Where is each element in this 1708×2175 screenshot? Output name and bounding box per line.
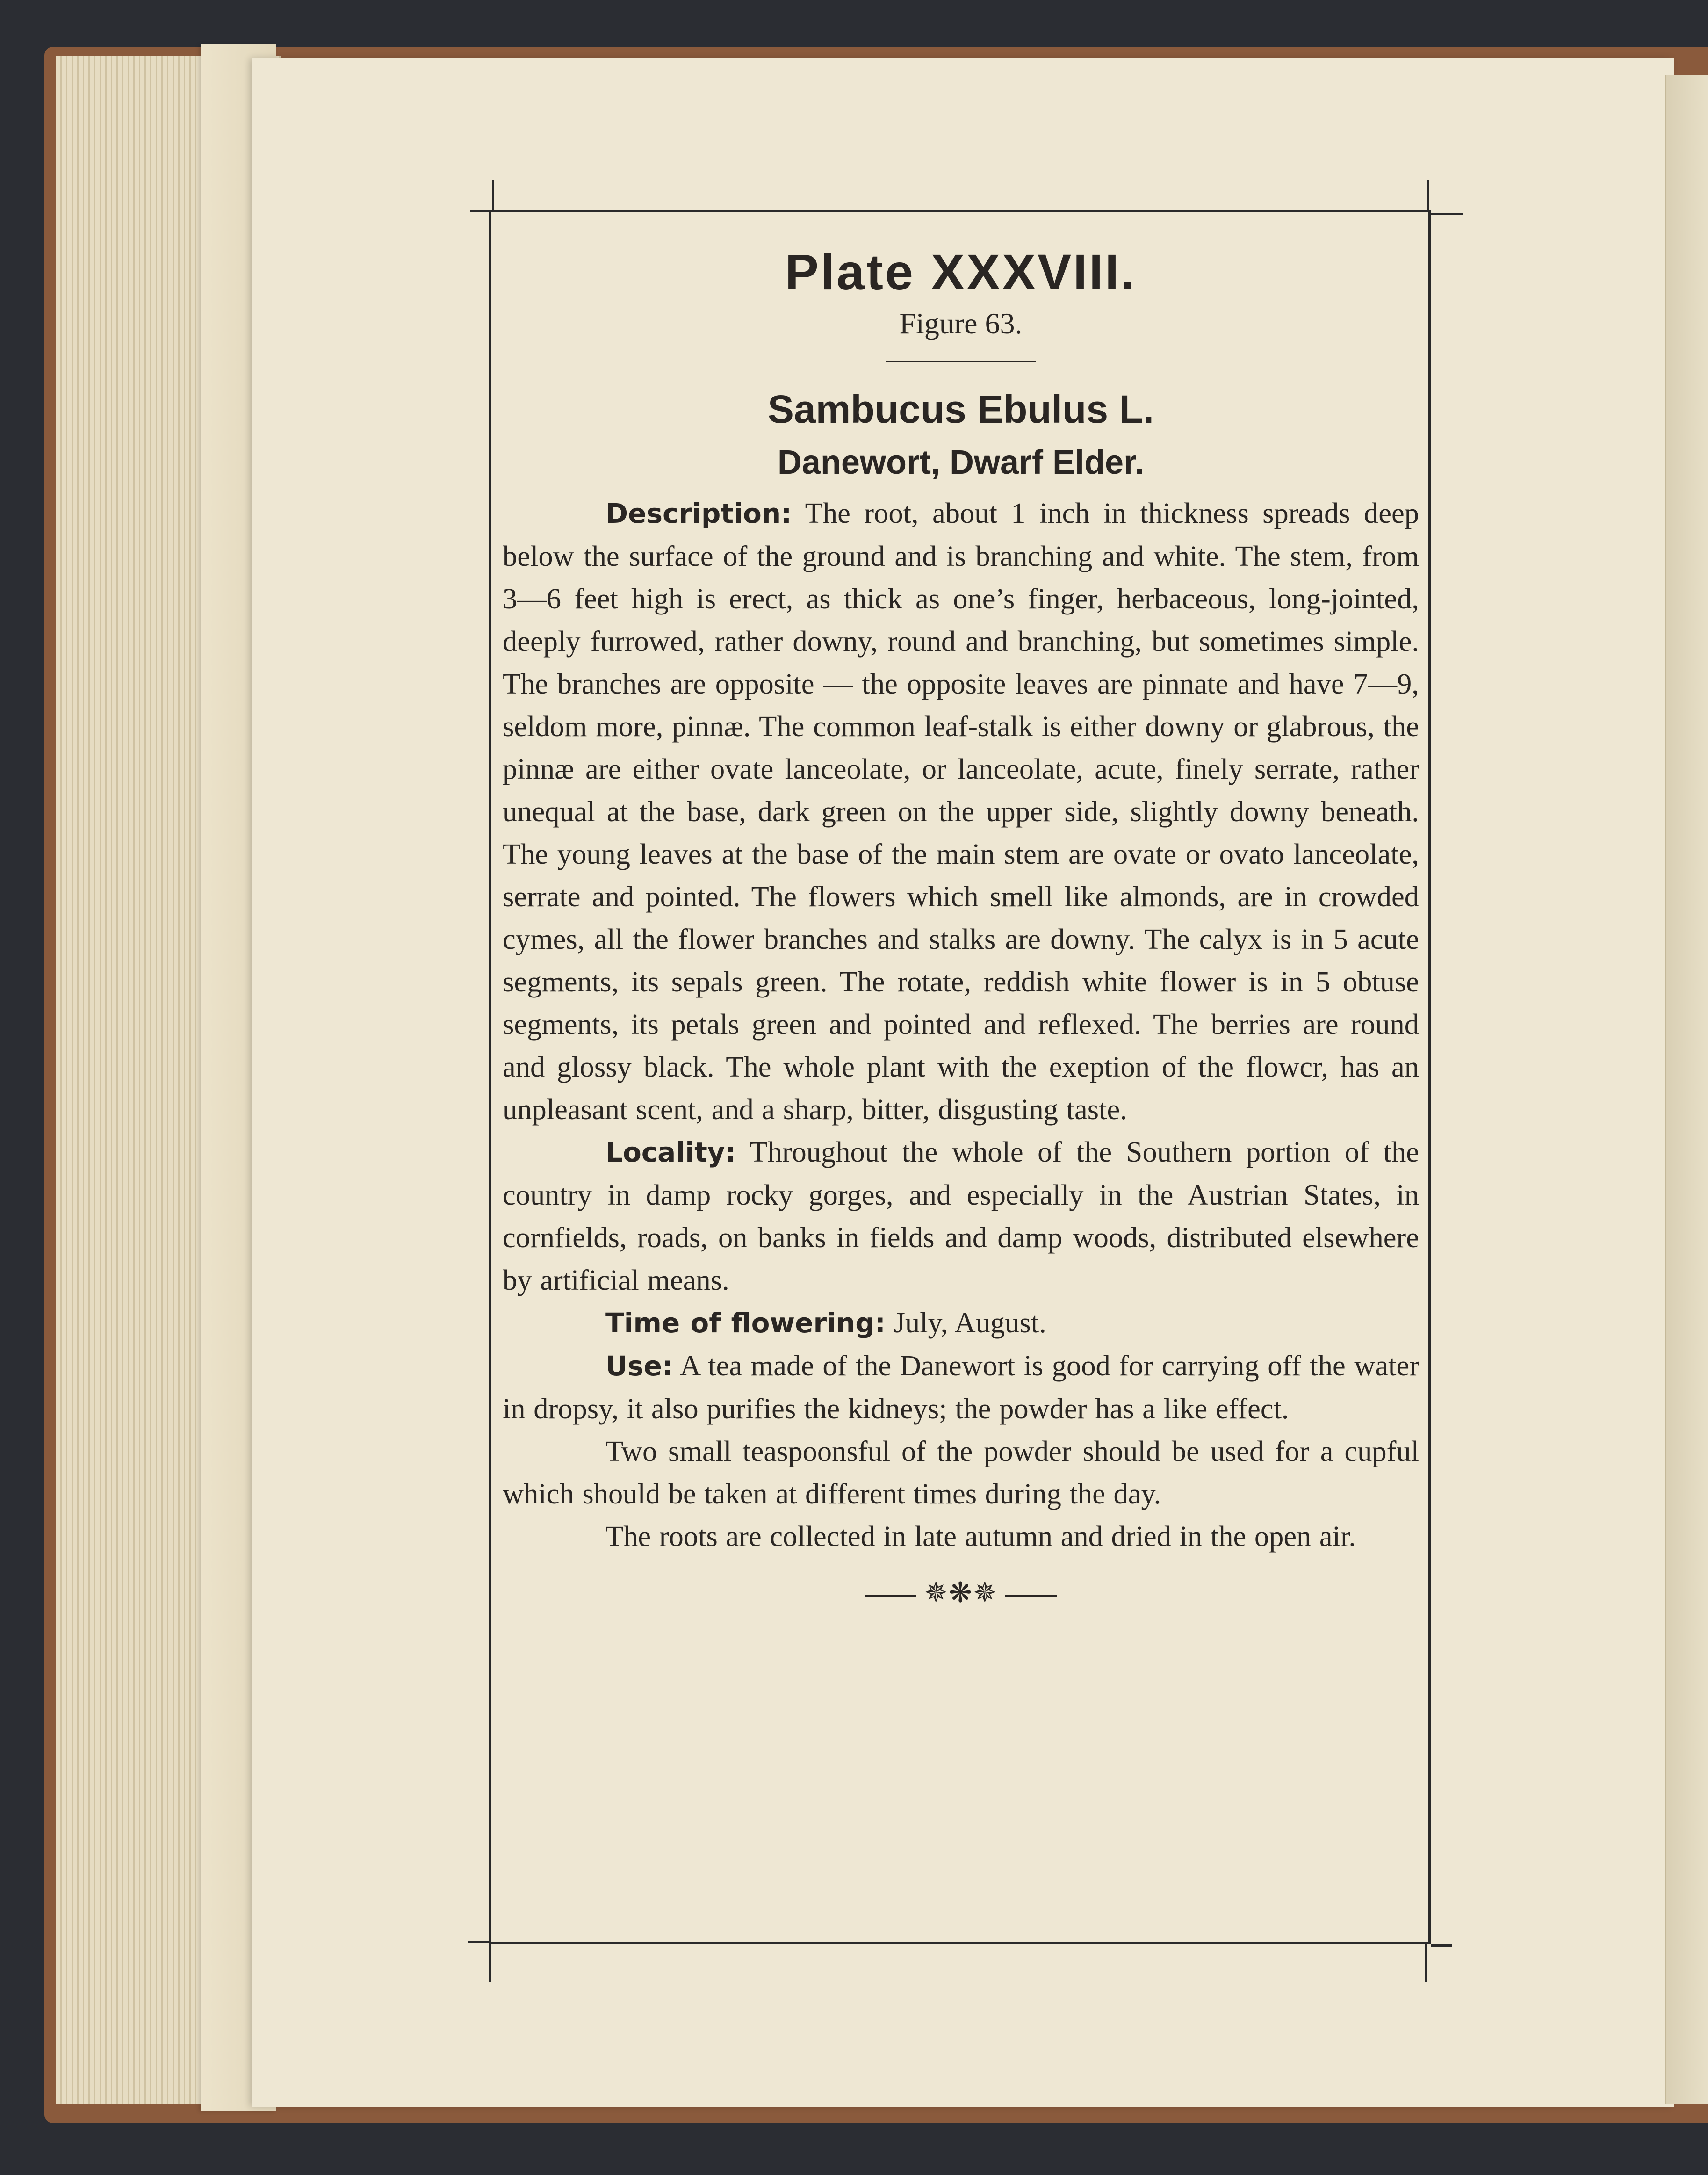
frame-tick-top-left-vertical <box>492 180 494 210</box>
plate-title: Plate XXXVIII. <box>785 244 1137 300</box>
frame-tick-bottom-right-vertical <box>1425 1944 1427 1982</box>
title-rule <box>886 361 1036 362</box>
plate-text <box>503 243 1419 1609</box>
locality-text: Throughout the whole of the Southern portion of the country in damp rocky gorges, and especially in the Austrian States, in cornfields, roads, on banks in fields and damp woods, distributed elsewhere by artificial means. <box>503 1135 1419 1297</box>
description-label: Description: <box>605 498 792 530</box>
frame-tick-top-right-vertical <box>1427 180 1429 210</box>
flowering-label: Time of flowering: <box>605 1307 886 1339</box>
flowering-paragraph <box>503 1301 1419 1344</box>
ornament-glyph: ✵❋✵ <box>924 1577 998 1609</box>
frame-tick-top-right <box>1431 213 1463 215</box>
description-paragraph <box>503 492 1419 1131</box>
frame-tick-bottom-left-vertical <box>489 1944 491 1982</box>
dosage-paragraph: Two small teaspoonsful of the powder should be used for a cupful which should be taken at different times during the day. <box>503 1435 1419 1510</box>
frame-tick-bottom-left <box>468 1941 489 1943</box>
harvest-paragraph: The roots are collected in late autumn and dried in the open air. <box>605 1520 1356 1553</box>
use-text: A tea made of the Danewort is good for carrying off the water in dropsy, it also purifies the kidneys; the powder has a like effect. <box>503 1349 1420 1425</box>
locality-paragraph <box>503 1131 1419 1301</box>
flowering-text: July, August. <box>894 1306 1046 1339</box>
frame-tick-top-left <box>470 210 489 212</box>
figure-label: Figure 63. <box>899 307 1023 340</box>
frame-tick-bottom-right <box>1431 1944 1452 1947</box>
use-paragraph <box>503 1344 1419 1430</box>
species-common-name: Danewort, Dwarf Elder. <box>777 443 1145 481</box>
closing-ornament <box>503 1576 1419 1609</box>
description-text: The root, about 1 inch in thickness spreads deep below the surface of the ground and is branching and white. The stem, from 3—6 feet high is erect, as thick as one’s finger, herbaceous, long-jointed, deeply furrowed, rather downy, round and branching, but sometimes simple. The branches are opposite — the opposite leaves are pinnate and have 7—9, seldom more, pinnæ. The common leaf-stalk is either downy or glabrous, the pinnæ are either ovate lanceolate, or lanceolate, acute, finely serrate, rather unequal at the base, dark green on the upper side, slightly downy beneath. The young leaves at the base of the main stem are ovate or ovato lanceolate, serrate and pointed. The flowers which smell like almonds, are in crowded cymes, all the flower branches and stalks are downy. The calyx is in 5 acute segments, its sepals green. The rotate, reddish white flower is in 5 obtuse segments, its petals green and pointed and reflexed. The berries are round and glossy black. The whole plant with the exeption of the flowcr, has an unpleasant scent, and a sharp, bitter, disgusting taste. <box>503 497 1419 1126</box>
next-page-edge <box>1665 75 1708 2104</box>
use-label: Use: <box>605 1350 673 1382</box>
species-latin-name: Sambucus Ebulus L. <box>767 387 1154 431</box>
ornament-line-left <box>865 1595 916 1597</box>
ornament-line-right <box>1005 1595 1057 1597</box>
locality-label: Locality: <box>605 1136 736 1169</box>
